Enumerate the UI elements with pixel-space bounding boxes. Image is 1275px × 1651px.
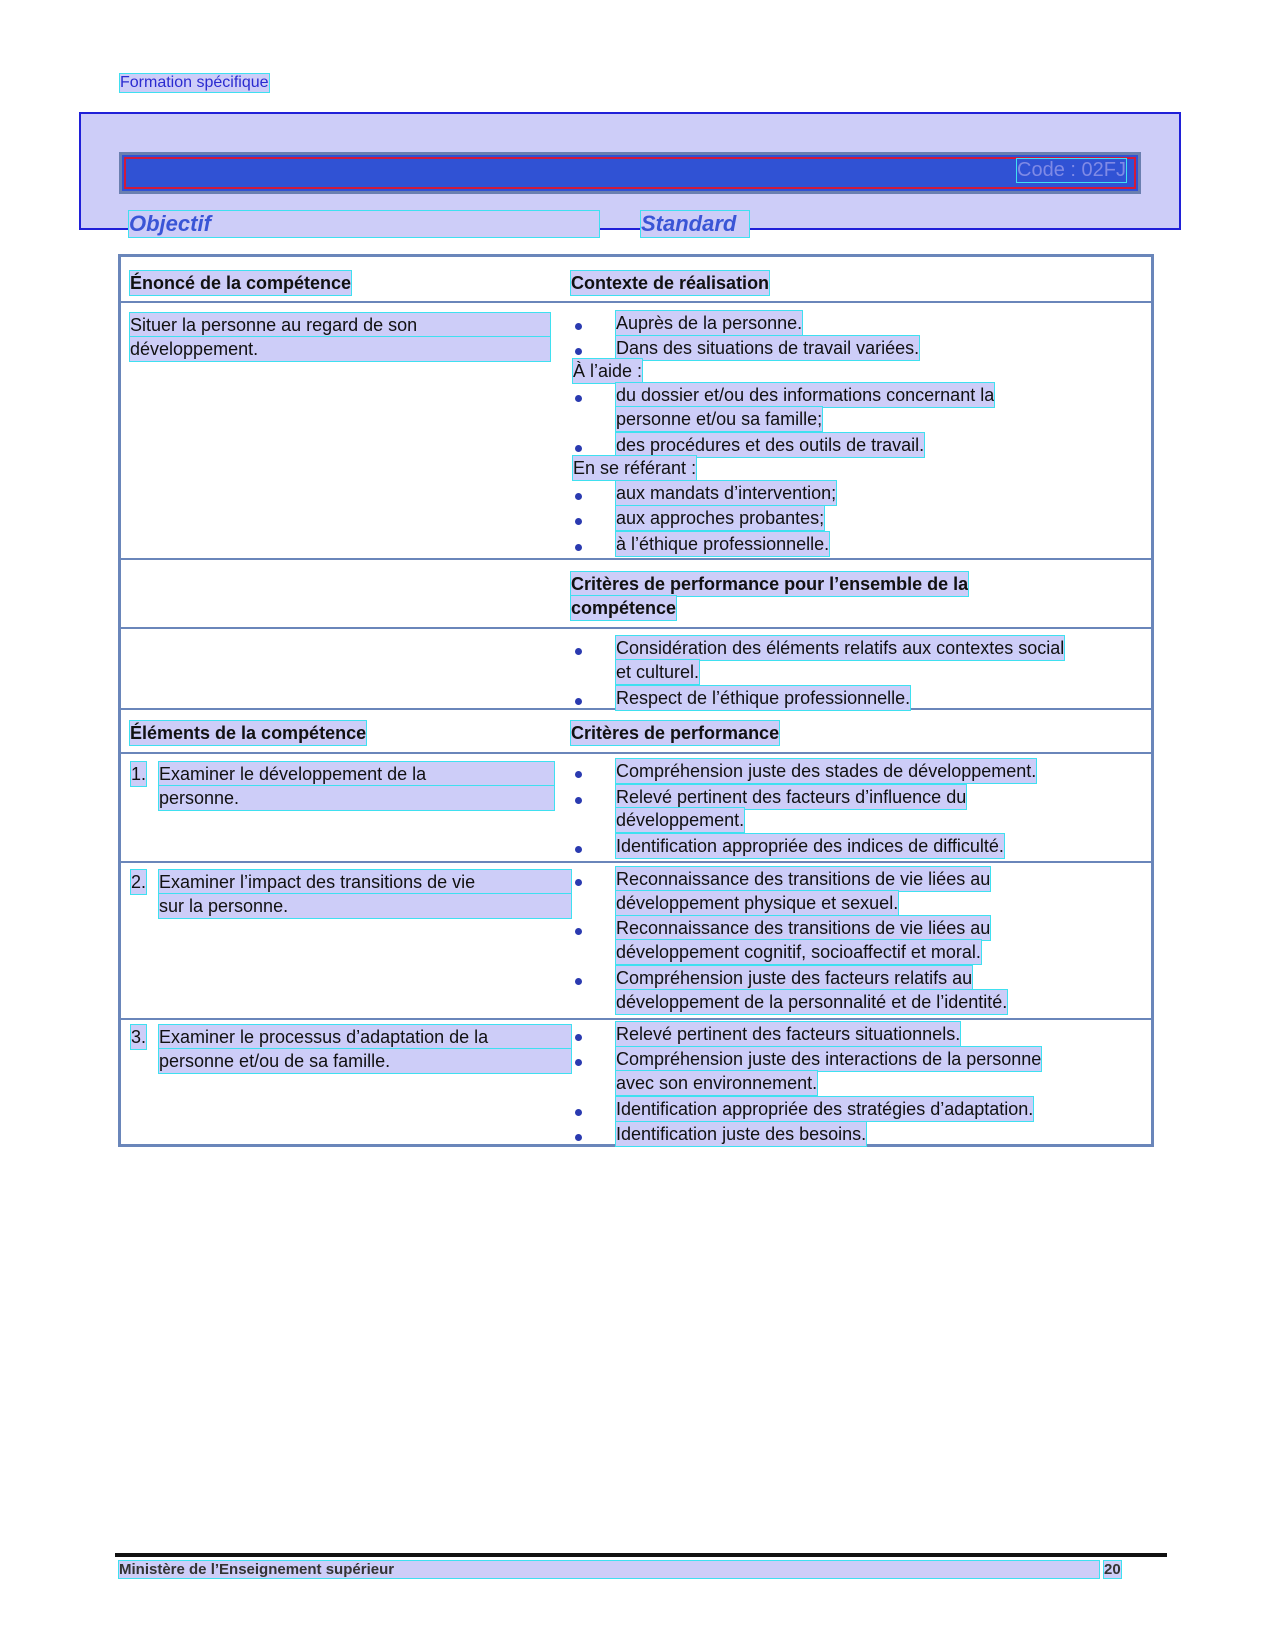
criterion-item: développement cognitif, socioaffectif et moral. (616, 942, 981, 962)
a-laide-item: des procédures et des outils de travail. (616, 435, 925, 455)
criterion-item: Relevé pertinent des facteurs situationnels. (616, 1024, 961, 1044)
enonce-heading: Énoncé de la compétence (130, 273, 352, 293)
element-text: Examiner le processus d’adaptation de la (159, 1025, 571, 1049)
element-text: sur la personne. (159, 894, 571, 918)
element-text: personne et/ou de sa famille. (159, 1049, 571, 1073)
element-text: Examiner l’impact des transitions de vie (159, 870, 571, 894)
criterion-item: Relevé pertinent des facteurs d’influence du (616, 787, 967, 807)
code-label: Code : 02FJ (1017, 159, 1126, 181)
criterion-item: Identification appropriée des stratégies d’adaptation. (616, 1099, 1034, 1119)
bullet-icon (575, 518, 582, 525)
bullet-icon (575, 771, 582, 778)
bullet-icon (575, 395, 582, 402)
bullet-icon (575, 978, 582, 985)
bullet-icon (575, 928, 582, 935)
code-bar-frame (124, 157, 1136, 189)
contexte-item: Dans des situations de travail variées. (616, 338, 920, 358)
criterion-item: Reconnaissance des transitions de vie liées au (616, 869, 991, 889)
element-number: 1. (131, 764, 147, 784)
page-number: 20 (1104, 1561, 1121, 1578)
elements-heading: Éléments de la compétence (130, 723, 367, 743)
bullet-icon (575, 493, 582, 500)
bullet-icon (575, 648, 582, 655)
row-divider (121, 1018, 1151, 1020)
element-text: personne. (159, 786, 554, 810)
en-se-referant-item: à l’éthique professionnelle. (616, 534, 830, 554)
footer-ministry: Ministère de l’Enseignement supérieur (119, 1561, 1099, 1578)
element-number: 3. (131, 1027, 147, 1047)
criterion-item: Reconnaissance des transitions de vie liées au (616, 918, 991, 938)
row-divider (121, 558, 1151, 560)
bullet-icon (575, 1109, 582, 1116)
en-se-referant-item: aux approches probantes; (616, 508, 825, 528)
competence-statement-line: développement. (130, 337, 550, 361)
criterion-item: Compréhension juste des interactions de la personne (616, 1049, 1042, 1069)
bullet-icon (575, 1034, 582, 1041)
code-bar (119, 152, 1141, 194)
criterion-item: développement physique et sexuel. (616, 893, 899, 913)
competence-table (118, 254, 1154, 1147)
element-number: 2. (131, 872, 147, 892)
criteres-ensemble-heading: compétence (571, 598, 677, 618)
running-header: Formation spécifique (120, 74, 269, 91)
contexte-item: Auprès de la personne. (616, 313, 803, 333)
row-divider (121, 627, 1151, 629)
criteres-heading: Critères de performance (571, 723, 780, 743)
critere-ensemble-item: Respect de l’éthique professionnelle. (616, 688, 911, 708)
bullet-icon (575, 1134, 582, 1141)
criterion-item: développement. (616, 810, 745, 830)
bullet-icon (575, 323, 582, 330)
criterion-item: Compréhension juste des stades de développement. (616, 761, 1037, 781)
a-laide-item: personne et/ou sa famille; (616, 409, 823, 429)
competence-statement-line: Situer la personne au regard de son (130, 313, 550, 337)
objectif-heading: Objectif (129, 211, 599, 237)
contexte-heading: Contexte de réalisation (571, 273, 770, 293)
criterion-item: Identification juste des besoins. (616, 1124, 867, 1144)
bullet-icon (575, 1059, 582, 1066)
criteres-ensemble-heading: Critères de performance pour l’ensemble de la (571, 574, 969, 594)
critere-ensemble-item: Considération des éléments relatifs aux contextes social (616, 638, 1065, 658)
criterion-item: Identification appropriée des indices de difficulté. (616, 836, 1004, 856)
en-se-referant-label: En se référant : (573, 458, 697, 478)
bullet-icon (575, 348, 582, 355)
critere-ensemble-item: et culturel. (616, 662, 700, 682)
row-divider (121, 752, 1151, 754)
row-divider (121, 861, 1151, 863)
bullet-icon (575, 544, 582, 551)
bullet-icon (575, 797, 582, 804)
standard-heading: Standard (641, 211, 749, 237)
criterion-item: avec son environnement. (616, 1073, 818, 1093)
criterion-item: Compréhension juste des facteurs relatifs au (616, 968, 973, 988)
element-text: Examiner le développement de la (159, 762, 554, 786)
row-divider (121, 301, 1151, 303)
a-laide-item: du dossier et/ou des informations concernant la (616, 385, 995, 405)
a-laide-label: À l’aide : (573, 361, 643, 381)
header-panel (79, 112, 1181, 236)
bullet-icon (575, 698, 582, 705)
bullet-icon (575, 846, 582, 853)
bullet-icon (575, 445, 582, 452)
criterion-item: développement de la personnalité et de l’identité. (616, 992, 1008, 1012)
bullet-icon (575, 879, 582, 886)
en-se-referant-item: aux mandats d’intervention; (616, 483, 837, 503)
footer-rule (115, 1553, 1167, 1557)
